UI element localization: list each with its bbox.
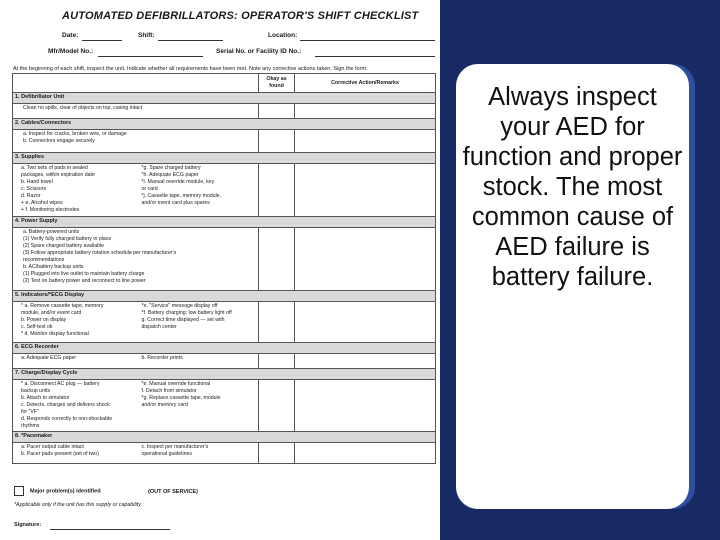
location-label: Location: xyxy=(268,32,298,39)
major-problem-row xyxy=(14,486,101,496)
major-problem-label: Major problem(s) identified xyxy=(30,488,101,495)
okay-cell[interactable] xyxy=(259,302,295,343)
serial-line xyxy=(315,56,435,57)
checklist-table xyxy=(12,73,436,464)
location-line xyxy=(300,40,435,41)
footnote: *Applicable only if the unit has this supply or capability xyxy=(14,502,141,508)
section-row: a. Adequate ECG paper b. Recorder prints xyxy=(13,354,436,369)
date-line xyxy=(82,40,122,41)
okay-cell[interactable] xyxy=(259,354,295,369)
signature-line xyxy=(50,529,170,530)
mfr-model-label: Mfr/Model No.: xyxy=(48,48,94,55)
okay-cell[interactable] xyxy=(259,443,295,464)
section-header: 1. Defibrillator Unit xyxy=(13,93,436,104)
signature-label: Signature: xyxy=(14,522,42,528)
remarks-cell[interactable] xyxy=(295,380,436,432)
remarks-cell[interactable] xyxy=(295,228,436,291)
shift-line xyxy=(158,40,223,41)
okay-cell[interactable] xyxy=(259,130,295,153)
remarks-cell[interactable] xyxy=(295,354,436,369)
section-header: 6. ECG Recorder xyxy=(13,343,436,354)
section-header: 2. Cables/Connectors xyxy=(13,119,436,130)
shift-label: Shift: xyxy=(138,32,155,39)
remarks-cell[interactable] xyxy=(295,302,436,343)
remarks-cell[interactable] xyxy=(295,130,436,153)
instructions: At the beginning of each shift, inspect the unit. Indicate whether all requirements have been met. Note any corrective actions taken. Sign the form. xyxy=(13,66,368,72)
serial-label: Serial No. or Facility ID No.: xyxy=(216,48,302,55)
section-row: a. Pacer output cable intact b. Pacer pads present (set of two) c. Inspect per manufacturer's operational guidelines xyxy=(13,443,436,464)
section-header: 8. *Pacemaker xyxy=(13,432,436,443)
section-header: 3. Supplies xyxy=(13,153,436,164)
callout-text: Always inspect your AED for function and proper stock. The most common cause of AED failure is battery failure. xyxy=(462,83,683,291)
remarks-cell[interactable] xyxy=(295,104,436,119)
table-header-row xyxy=(13,74,436,93)
out-of-service-label: (OUT OF SERVICE) xyxy=(148,489,199,495)
section-header: 4. Power Supply xyxy=(13,217,436,228)
corrective-header: Corrective Action/Remarks xyxy=(295,74,436,93)
date-label: Date: xyxy=(62,32,79,39)
okay-cell[interactable] xyxy=(259,104,295,119)
okay-cell[interactable] xyxy=(259,228,295,291)
okay-cell[interactable] xyxy=(259,164,295,217)
section-row: * a. Disconnect AC plug — battery backup units b. Attach to simulator c. Detects, charges and delivers shock for "VF" d. Responds correctly to non-shockable rhythms *e. Manual override functional f. Detach from simulator *g. Replace cassette tape, module and/or memory card xyxy=(13,380,436,432)
mfr-model-line xyxy=(98,56,203,57)
callout-box xyxy=(456,64,689,509)
major-problem-checkbox[interactable] xyxy=(14,486,24,496)
checklist-title: AUTOMATED DEFIBRILLATORS: OPERATOR'S SHIFT CHECKLIST xyxy=(62,10,419,22)
section-row: * a. Remove cassette tape, memory module, and/or event card b. Power on display c. Self-test ok * d. Monitor display functional *e. "Service" message display off *f. Battery charging; low battery light off g. Correct time displayed — set with dispatch center xyxy=(13,302,436,343)
okay-cell[interactable] xyxy=(259,380,295,432)
remarks-cell[interactable] xyxy=(295,164,436,217)
section-row: a. Inspect for cracks, broken wire, or damage b. Connectors engage securely xyxy=(13,130,436,153)
remarks-cell[interactable] xyxy=(295,443,436,464)
section-row: Clean no spills, clear of objects on top, casing intact xyxy=(13,104,436,119)
okay-header: Okay as found xyxy=(259,74,295,93)
section-row: a. Battery-powered units (1) Verify fully charged battery in place (2) Spare charged battery available (3) Follow appropriate battery rotation schedule per manufacturer's recommendations b. AC/battery backup units (1) Plugged into live outlet to maintain battery charge (2) Test on battery power and reconnect to line power xyxy=(13,228,436,291)
section-header: 5. Indicators/*ECG Display xyxy=(13,291,436,302)
section-row: a. Two sets of pads in sealed packages, within expiration date b. Hand towel c. Scissors d. Razor + e. Alcohol wipes + f. Monitoring electrodes *g. Spare charged battery *h. Adequate ECG paper *i. Manual override module, key or card *j. Cassette tape, memory module, and/or event card plus spares xyxy=(13,164,436,217)
section-header: 7. Charge/Display Cycle xyxy=(13,369,436,380)
